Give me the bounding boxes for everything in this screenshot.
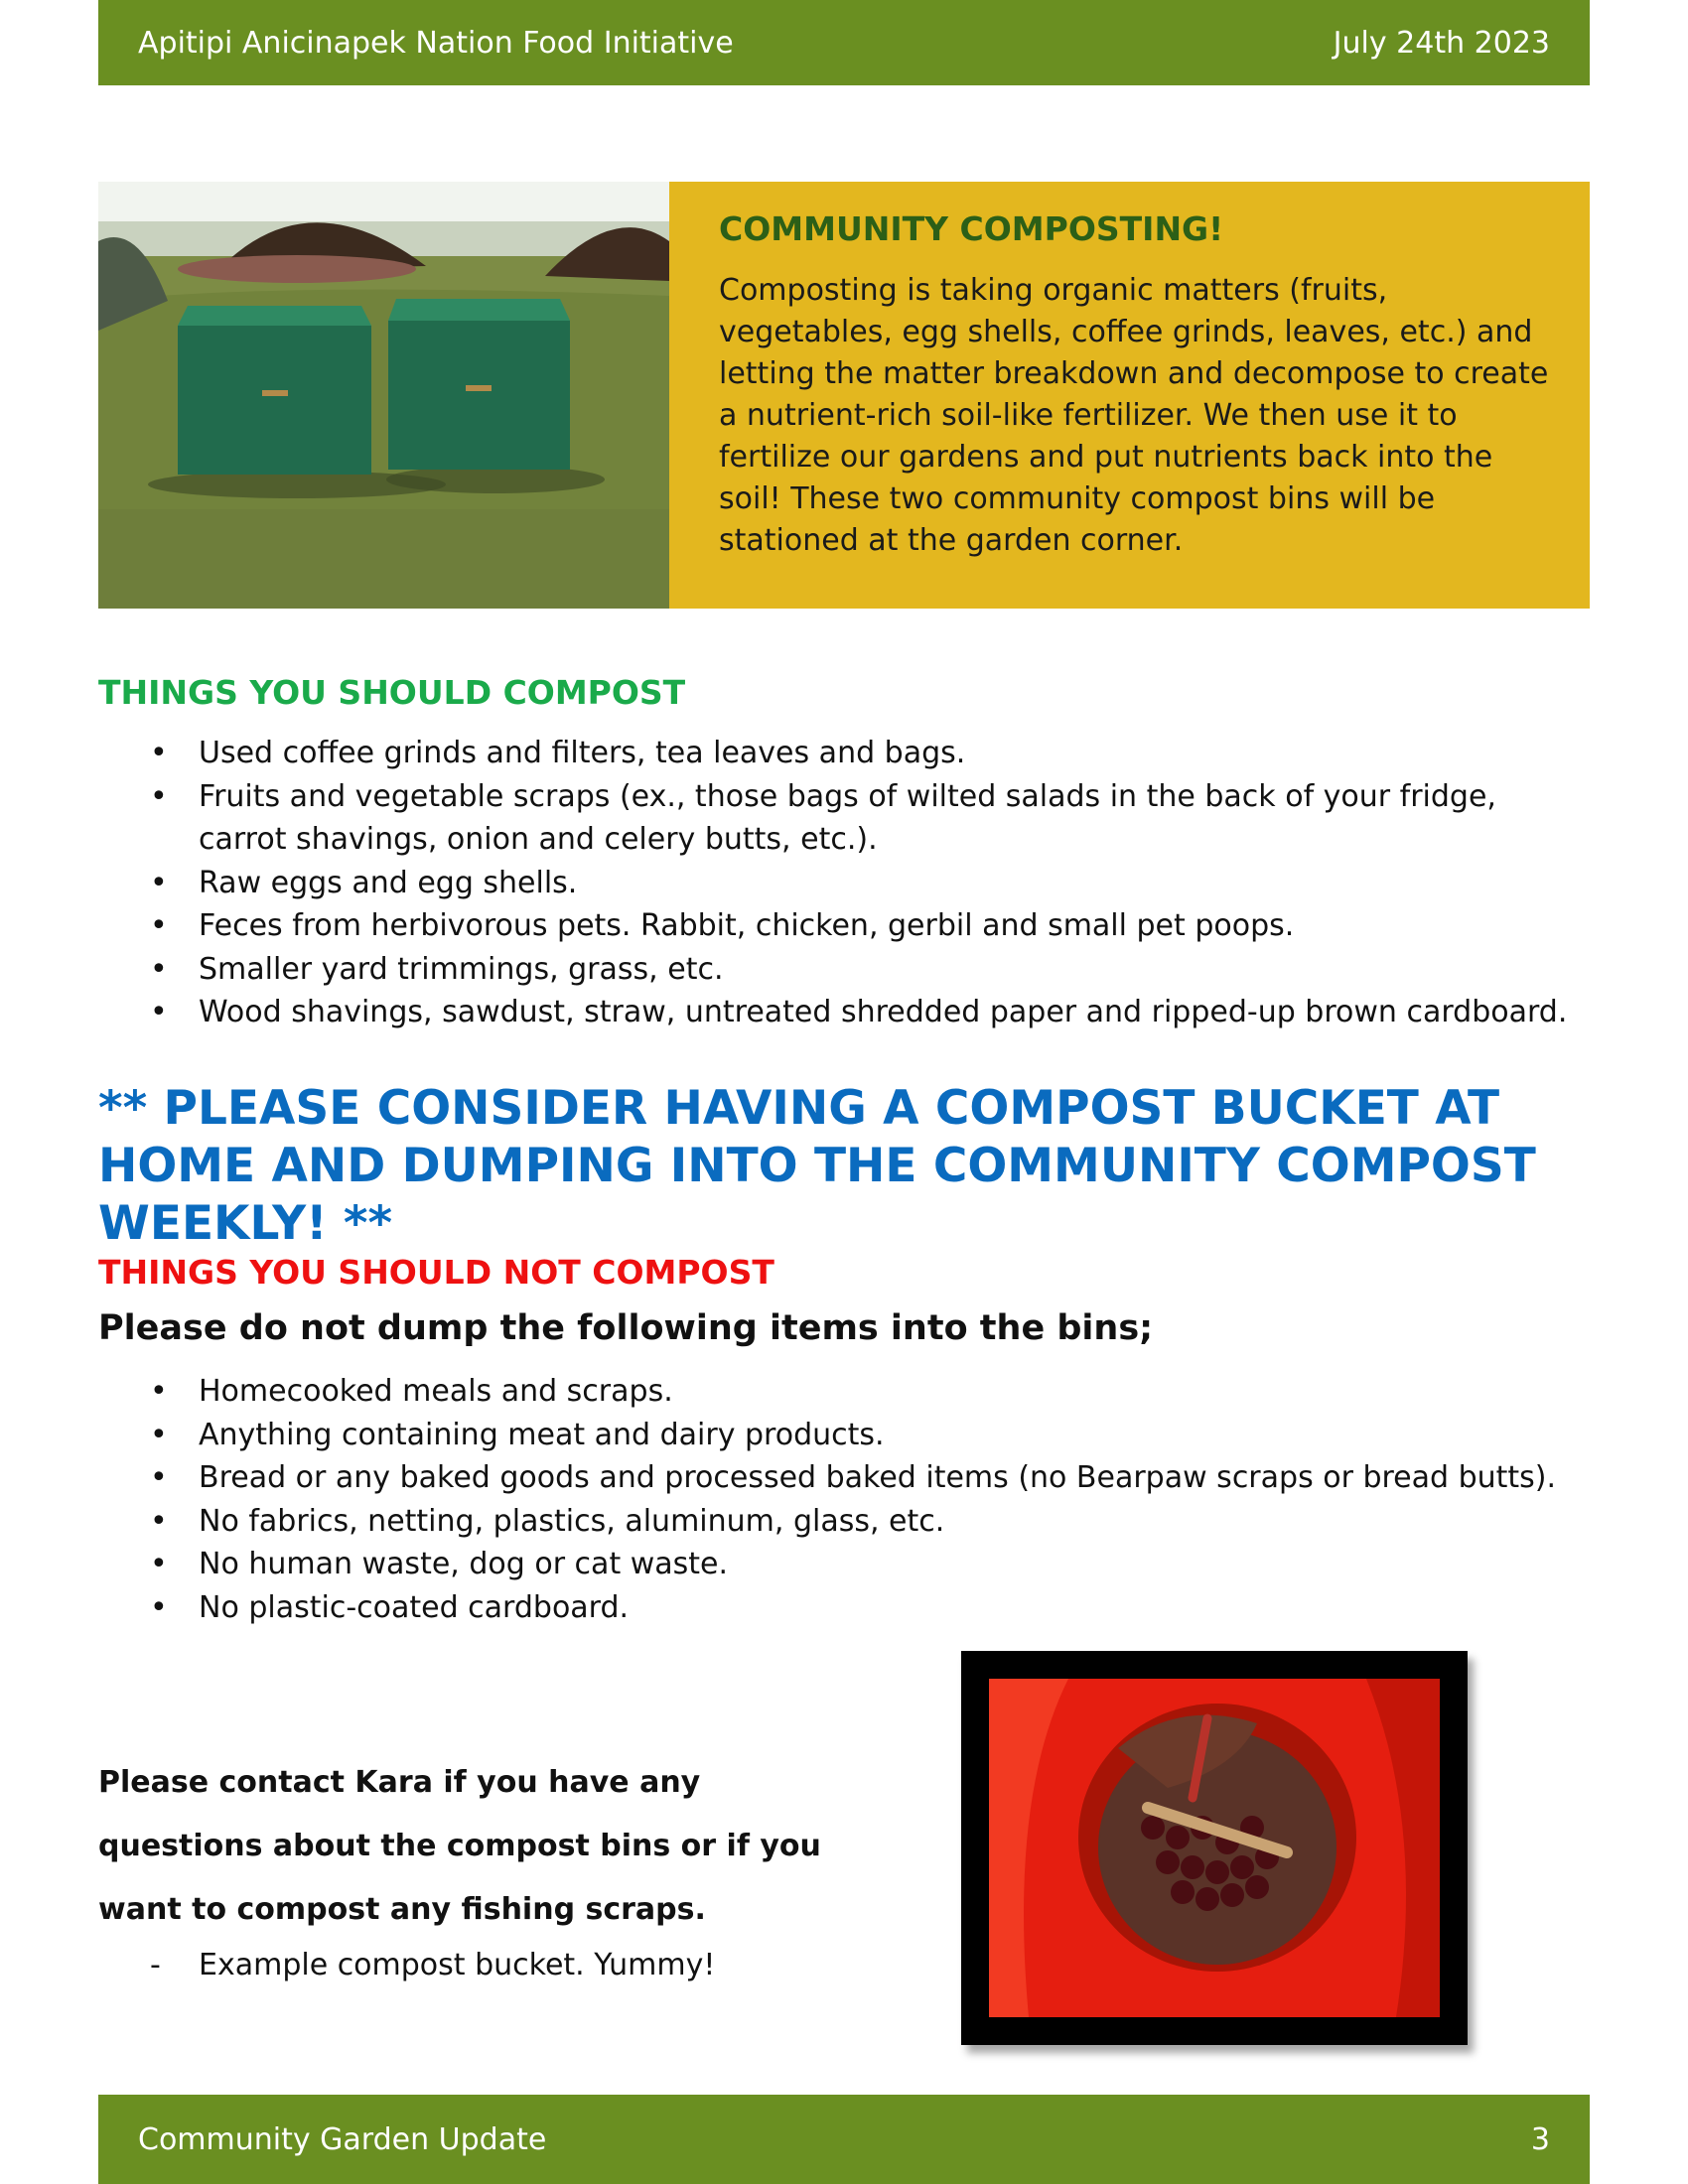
- header-bar: [98, 0, 1590, 85]
- list-item: • Fruits and vegetable scraps (ex., those bags of wilted salads in the back of your fridge, carrot shavings, onion and celery butts, etc.).: [98, 775, 1588, 862]
- hero-title: COMMUNITY COMPOSTING!: [719, 209, 1224, 248]
- compost-dont-subheading: Please do not dump the following items into the bins;: [98, 1308, 1154, 1348]
- compost-do-list: [98, 732, 1588, 1034]
- compost-bucket-illustration: [989, 1679, 1440, 2017]
- list-item: • Raw eggs and egg shells.: [98, 862, 1588, 905]
- compost-dont-list: [98, 1370, 1588, 1629]
- compost-bucket-photo: [989, 1679, 1440, 2017]
- list-item: • Homecooked meals and scraps.: [98, 1370, 1588, 1414]
- compost-dont-heading: THINGS YOU SHOULD NOT COMPOST: [98, 1253, 774, 1292]
- contact-note: Please contact Kara if you have any questions about the compost bins or if you want to compost any fishing scraps.: [98, 1765, 821, 1927]
- footer-title: Community Garden Update: [138, 2121, 547, 2157]
- list-item: • No fabrics, netting, plastics, aluminum, glass, etc.: [98, 1500, 1588, 1544]
- list-item: • Bread or any baked goods and processed baked items (no Bearpaw scraps or bread butts).: [98, 1456, 1588, 1500]
- list-item: • Used coffee grinds and filters, tea leaves and bags.: [98, 732, 1588, 775]
- caption-text: Example compost bucket. Yummy!: [199, 1948, 716, 1982]
- page-number: 3: [1530, 2121, 1550, 2157]
- compost-do-heading: THINGS YOU SHOULD COMPOST: [98, 673, 686, 712]
- footer-bar: [98, 2095, 1590, 2184]
- list-item: • No plastic-coated cardboard.: [98, 1586, 1588, 1630]
- list-item: • Feces from herbivorous pets. Rabbit, chicken, gerbil and small pet poops.: [98, 904, 1588, 948]
- photo-caption: [98, 1948, 715, 1982]
- list-item: • Wood shavings, sawdust, straw, untreated shredded paper and ripped-up brown cardboard.: [98, 991, 1588, 1034]
- composting-info-box: [669, 182, 1590, 609]
- compost-bucket-photo-frame: [961, 1651, 1468, 2045]
- compost-bins-illustration: [98, 182, 669, 609]
- compost-bucket-callout: ** PLEASE CONSIDER HAVING A COMPOST BUCKET AT HOME AND DUMPING INTO THE COMMUNITY COMPOST WEEKLY! **: [98, 1081, 1536, 1251]
- caption-dash: -: [150, 1948, 161, 1982]
- list-item: • Anything containing meat and dairy products.: [98, 1414, 1588, 1457]
- hero-section: [98, 182, 1590, 609]
- hero-body: Composting is taking organic matters (fruits, vegetables, egg shells, coffee grinds, leaves, etc.) and letting the matter breakdown and decompose to create a nutrient-rich soil-like fertilizer. We then use it to fertilize our gardens and put nutrients back into the soil! These two community compost bins will be stationed at the garden corner.: [719, 273, 1549, 558]
- header-title: Apitipi Anicinapek Nation Food Initiative: [138, 25, 734, 61]
- compost-bins-photo: [98, 182, 669, 609]
- list-item: • No human waste, dog or cat waste.: [98, 1543, 1588, 1586]
- list-item: • Smaller yard trimmings, grass, etc.: [98, 948, 1588, 992]
- header-date: July 24th 2023: [1333, 25, 1550, 61]
